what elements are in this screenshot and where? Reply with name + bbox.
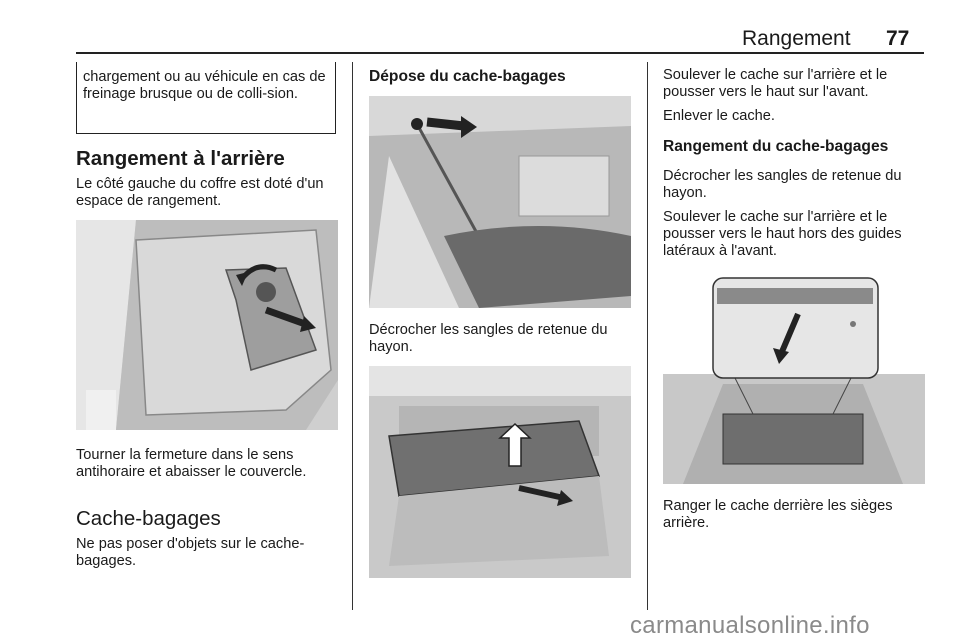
section-title-remove-cover: Dépose du cache-bagages: [369, 68, 566, 85]
figure-store-cover: [663, 274, 925, 484]
watermark-text: carmanualsonline.info: [630, 612, 870, 639]
figure-lift-cover: [369, 366, 631, 578]
page-header-title: Rangement: [742, 27, 851, 50]
section-title-cargo-cover: Cache-bagages: [76, 507, 221, 530]
section-title-rear-storage: Rangement à l'arrière: [76, 147, 285, 170]
figure-remove-cover-straps: [369, 96, 631, 308]
header-rule: [76, 52, 924, 54]
col3-text-lift-push-guides: Soulever le cache sur l'arrière et le pousser vers le haut hors des guides latéraux à l'avant.: [663, 209, 902, 259]
col3-text-store-behind-seats: Ranger le cache derrière les sièges arrière.: [663, 498, 893, 531]
page-number: 77: [886, 27, 910, 50]
column-divider-1: [352, 62, 353, 610]
col3-text-unhook-straps: Décrocher les sangles de retenue du hayon.: [663, 168, 902, 201]
figure-caption-rear-storage: Tourner la fermeture dans le sens antihoraire et abaisser le couvercle.: [76, 447, 307, 480]
figure-rear-storage: [76, 220, 338, 430]
col3-text-remove-cover: Enlever le cache.: [663, 108, 775, 124]
section-text-rear-storage: Le côté gauche du coffre est doté d'un espace de rangement.: [76, 176, 324, 209]
section-text-cargo-cover: Ne pas poser d'objets sur le cache-bagages.: [76, 536, 305, 569]
col3-text-lift-cover: Soulever le cache sur l'arrière et le pousser vers le haut sur l'avant.: [663, 67, 888, 100]
column-divider-2: [647, 62, 648, 610]
section-title-store-cover: Rangement du cache-bagages: [663, 138, 889, 155]
warning-note-text: chargement ou au véhicule en cas de freinage brusque ou de colli-sion.: [83, 69, 326, 102]
warning-note-box: [76, 62, 336, 134]
remove-cover-text: Décrocher les sangles de retenue du hayon.: [369, 322, 608, 355]
